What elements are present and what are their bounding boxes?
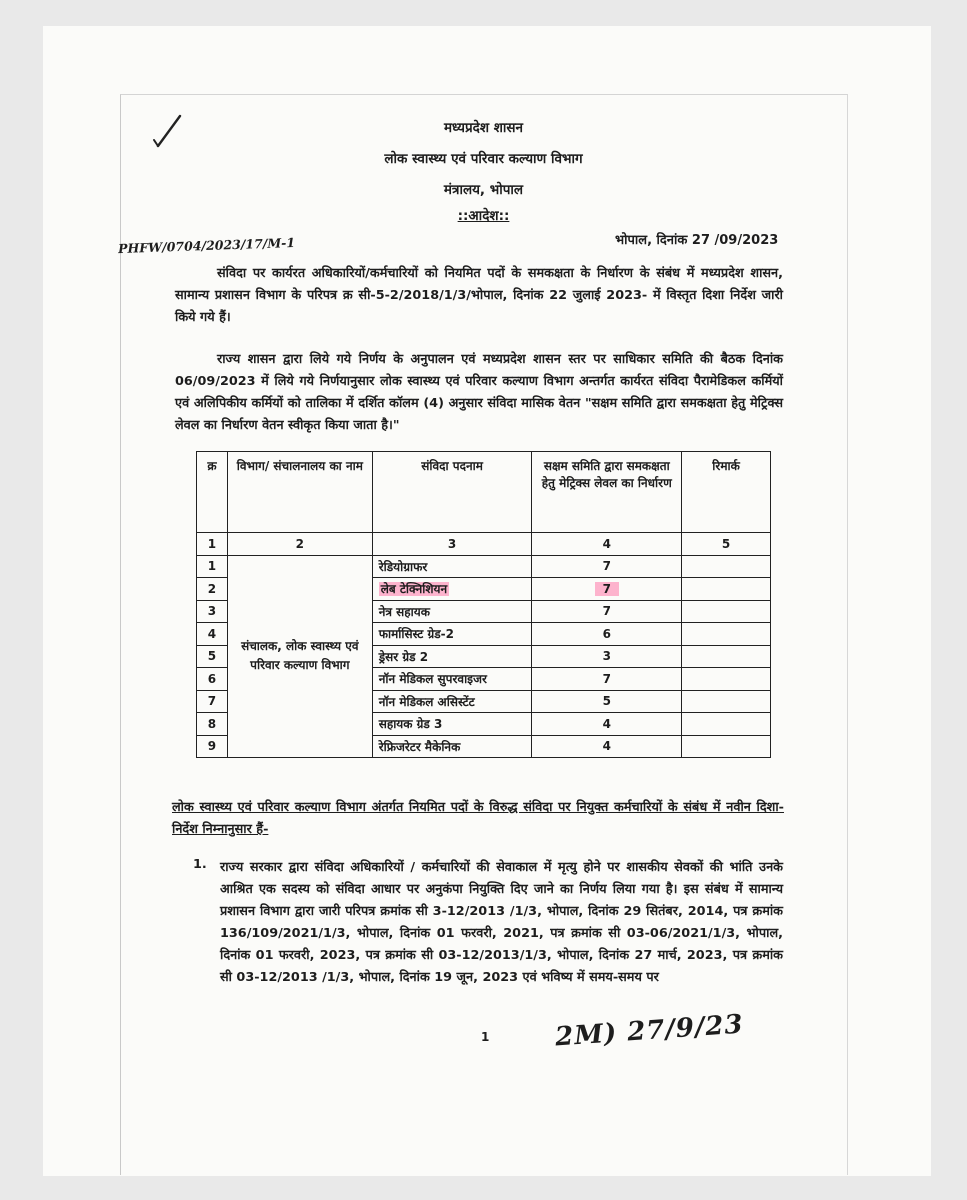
remark-cell <box>682 578 771 601</box>
column-number: 1 <box>197 533 228 556</box>
paragraph-circular-reference: संविदा पर कार्यरत अधिकारियों/कर्मचारियों को नियमित पदों के समकक्षता के निर्धारण के संबंध में मध्यप्रदेश शासन, सामान्य प्रशासन विभाग के परिपत्र क्र सी-5-2/2018/1/3/भोपाल, दिनांक 22 जुलाई 2023- में विस्तृत दिशा निर्देश जारी किये गये हैं। <box>175 266 783 325</box>
point-compassionate-appointment: राज्य सरकार द्वारा संविदा अधिकारियों / कर्मचारियों की सेवाकाल में मृत्यु होने पर शासकीय सेवकों की भांति उनके आश्रित एक सदस्य को संविदा आधार पर अनुकंपा नियुक्ति दिए जाने का निर्णय लिया गया है। इस संबंध में सामान्य प्रशासन विभाग द्वारा जारी परिपत्र क्रमांक सी 3-12/2013 /1/3, भोपाल, दिनांक 29 सितंबर, 2014, पत्र क्रमांक 136/109/2021/1/3, भोपाल, दिनांक 01 फरवरी, 2021, पत्र क्रमांक सी 03-06/2021/1/3, भोपाल, दिनांक 01 फरवरी, 2023, पत्र क्रमांक सी 03-12/2013/1/3, भोपाल, दिनांक 27 मार्च, 2023, पत्र क्रमांक सी 03-12/2013 /1/3, भोपाल, दिनांक 19 जून, 2023 एवं भविष्य में समय-समय पर <box>220 860 783 985</box>
level-cell: 5 <box>532 690 682 713</box>
serial-cell: 7 <box>197 690 228 713</box>
header-designation: संविदा पदनाम <box>372 452 532 533</box>
designation-cell: ड्रेसर ग्रेड 2 <box>372 645 532 668</box>
column-number: 5 <box>682 533 771 556</box>
margin-note: PHFW/0704/2023/17/M-1 <box>117 234 296 257</box>
designation-cell: रेडियोग्राफर <box>372 555 532 578</box>
highlighted-designation: लेब टेक्निशियन <box>380 582 448 597</box>
level-cell: 7 <box>532 668 682 691</box>
order-title: ::आदेश:: <box>457 208 510 224</box>
header-government: मध्यप्रदेश शासन <box>443 120 523 136</box>
designation-cell: नेत्र सहायक <box>372 600 532 623</box>
remark-cell <box>682 735 771 758</box>
remark-cell <box>682 600 771 623</box>
highlighted-level: 7 <box>595 582 619 596</box>
remark-cell <box>682 713 771 736</box>
serial-cell: 9 <box>197 735 228 758</box>
header-serial: क्र <box>197 452 228 533</box>
serial-cell: 4 <box>197 623 228 646</box>
serial-cell: 1 <box>197 555 228 578</box>
level-cell <box>532 578 682 601</box>
remark-cell <box>682 645 771 668</box>
column-number: 4 <box>532 533 682 556</box>
column-number: 3 <box>372 533 532 556</box>
point-number: 1. <box>193 857 207 872</box>
serial-cell: 8 <box>197 713 228 736</box>
designation-cell: सहायक ग्रेड 3 <box>372 713 532 736</box>
remark-cell <box>682 623 771 646</box>
designation-cell: फार्मासिस्ट ग्रेड-2 <box>372 623 532 646</box>
designation-cell: रेफ्रिजरेटर मैकेनिक <box>372 735 532 758</box>
date-line: भोपाल, दिनांक 27 /09/2023 <box>615 233 779 248</box>
serial-cell: 2 <box>197 578 228 601</box>
column-number: 2 <box>227 533 372 556</box>
remark-cell <box>682 690 771 713</box>
header-matrix-level: सक्षम समिति द्वारा समकक्षता हेतु मेट्रिक्स लेवल का निर्धारण <box>532 452 682 533</box>
department-cell: संचालक, लोक स्वास्थ्य एवं परिवार कल्याण विभाग <box>227 555 372 758</box>
level-cell: 3 <box>532 645 682 668</box>
level-cell: 7 <box>532 600 682 623</box>
level-cell: 7 <box>532 555 682 578</box>
page-number: 1 <box>481 1030 490 1044</box>
table-row <box>197 555 771 578</box>
serial-cell: 5 <box>197 645 228 668</box>
serial-cell: 6 <box>197 668 228 691</box>
header-department: लोक स्वास्थ्य एवं परिवार कल्याण विभाग <box>384 151 583 167</box>
designation-cell <box>372 578 532 601</box>
header-remark: रिमार्क <box>682 452 771 533</box>
column-number-row <box>197 533 771 556</box>
remark-cell <box>682 668 771 691</box>
level-cell: 4 <box>532 735 682 758</box>
designation-table <box>196 451 771 758</box>
header-department: विभाग/ संचालनालय का नाम <box>227 452 372 533</box>
level-cell: 6 <box>532 623 682 646</box>
handwritten-signature: 2M) 27/9/23 <box>554 1009 745 1053</box>
level-cell: 4 <box>532 713 682 736</box>
table-header-row <box>197 452 771 533</box>
header-ministry: मंत्रालय, भोपाल <box>443 182 524 198</box>
remark-cell <box>682 555 771 578</box>
designation-cell: नॉन मेडिकल सुपरवाइजर <box>372 668 532 691</box>
designation-cell: नॉन मेडिकल असिस्टेंट <box>372 690 532 713</box>
paragraph-decision: राज्य शासन द्वारा लिये गये निर्णय के अनुपालन एवं मध्यप्रदेश शासन स्तर पर साधिकार समिति की बैठक दिनांक 06/09/2023 में लिये गये निर्णयानुसार लोक स्वास्थ्य एवं परिवार कल्याण विभाग अन्तर्गत कार्यरत संविदा पैरामेडिकल कर्मियों एवं अलिपिकीय कर्मियों को तालिका में दर्शित कॉलम (4) अनुसार संविदा मासिक वेतन "सक्षम समिति द्वारा समकक्षता हेतु मेट्रिक्स लेवल का निर्धारण वेतन स्वीकृत किया जाता है।" <box>175 352 783 433</box>
guidelines-heading: लोक स्वास्थ्य एवं परिवार कल्याण विभाग अंतर्गत नियमित पदों के विरुद्ध संविदा पर नियुक्त कर्मचारियों के संबंध में नवीन दिशा-निर्देश निम्नानुसार हैं- <box>172 800 784 837</box>
serial-cell: 3 <box>197 600 228 623</box>
